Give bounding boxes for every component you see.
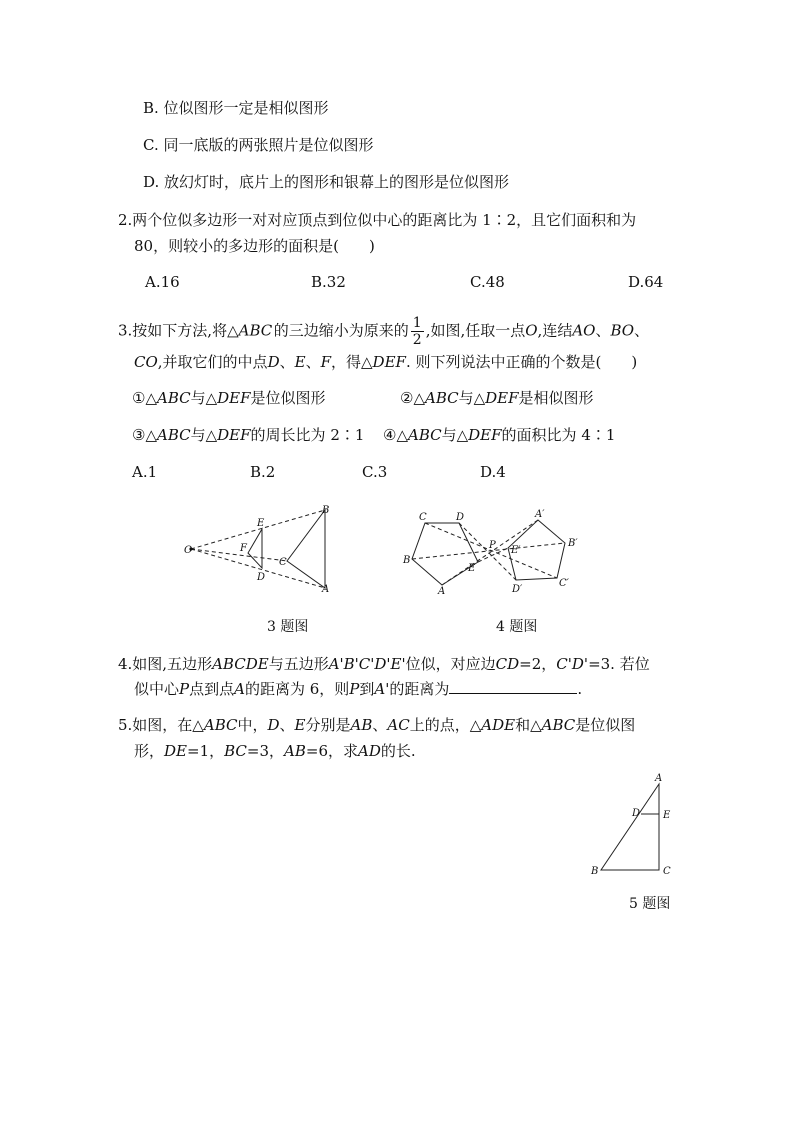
fig5-label-e: E <box>663 810 671 821</box>
q3-statement-3: ③△ABC与△DEF的周长比为 2∶1 <box>132 426 365 444</box>
fig4-label-d: D <box>456 512 465 523</box>
fig4-label-c: C <box>419 512 427 523</box>
q2-choice-c: C.48 <box>470 273 505 291</box>
fig3-label-d: D <box>257 572 266 583</box>
q3-statement-1: ①△ABC与△DEF是位似图形 <box>132 389 326 407</box>
figure-4-caption: 4 题图 <box>496 619 538 635</box>
q1-option-b: B. 位似图形一定是相似图形 <box>143 99 329 117</box>
q3-statement-2: ②△ABC与△DEF是相似图形 <box>400 389 594 407</box>
q3-choice-b: B.2 <box>250 463 276 481</box>
fig5-label-a: A <box>655 773 663 784</box>
fig3-line-oc <box>191 549 287 561</box>
fig5-triangle-abc <box>601 784 659 870</box>
q3-line2: CO,并取它们的中点D、E、F，得△DEF. 则下列说法中正确的个数是( ) <box>134 353 638 371</box>
fig4-label-b2: B′ <box>568 538 578 549</box>
fig3-line-ob <box>191 510 325 549</box>
fig4-label-c2: C′ <box>559 578 569 589</box>
fig3-triangle-def <box>248 529 262 568</box>
fig4-label-p: P <box>489 540 496 551</box>
fig3-label-f: F <box>240 543 247 554</box>
q3-line1: 3.按如下方法,将△ABC 的三边缩小为原来的 $\frac{1}{2}$ ,如图,任取一点O,连结AO、BO、 <box>118 315 650 348</box>
fig3-label-c: C <box>279 557 287 568</box>
q4-line2: 似中心P点到点A的距离为 6，则P到A'的距离为 . <box>134 680 583 698</box>
q2-choice-d: D.64 <box>628 273 664 291</box>
q5-line2: 形，DE=1，BC=3，AB=6，求AD的长. <box>134 742 416 760</box>
fig4-label-d2: D′ <box>512 584 523 595</box>
q4-line1: 4.如图,五边形ABCDE与五边形A'B'C'D'E'位似，对应边CD=2，C'D'=3. 若位 <box>118 655 650 673</box>
fig3-label-o: O <box>184 545 193 556</box>
fig4-label-e2: E′ <box>511 545 521 556</box>
fig3-label-b: B <box>322 505 330 516</box>
fig5-label-b: B <box>591 866 599 877</box>
q3-statement-4: ④△ABC与△DEF的面积比为 4∶1 <box>383 426 616 444</box>
fig4-pentagon-abcde <box>412 523 478 585</box>
figure-5-caption: 5 题图 <box>629 896 671 912</box>
q2-choice-b: B.32 <box>311 273 346 291</box>
answer-blank[interactable] <box>449 679 577 694</box>
q5-line1: 5.如图，在△ABC中，D、E分别是AB、AC上的点，△ADE和△ABC是位似图 <box>118 716 636 734</box>
q3-choice-c: C.3 <box>362 463 388 481</box>
q1-option-d: D. 放幻灯时，底片上的图形和银幕上的图形是位似图形 <box>143 173 510 191</box>
q2-choice-a: A.16 <box>145 273 180 291</box>
q2-line1: 2.两个位似多边形一对对应顶点到位似中心的距离比为 1∶2，且它们面积和为 <box>118 211 637 229</box>
figure-3-caption: 3 题图 <box>267 619 309 635</box>
q3-choice-a: A.1 <box>132 463 158 481</box>
fig4-label-e: E <box>468 563 476 574</box>
q3-choice-d: D.4 <box>480 463 506 481</box>
fig4-label-a: A <box>438 586 446 597</box>
fig3-triangle-abc <box>287 510 325 588</box>
fraction-one-half: $\frac{1}{2}$ <box>412 315 422 348</box>
fig5-label-c: C <box>663 866 671 877</box>
fig4-label-b: B <box>403 555 411 566</box>
figure-5-diagram <box>585 770 675 880</box>
q1-option-c: C. 同一底版的两张照片是位似图形 <box>143 136 374 154</box>
fig4-label-a2: A′ <box>535 509 545 520</box>
figure-4-diagram <box>398 508 588 598</box>
fig3-label-a: A <box>322 584 330 595</box>
figure-3-diagram <box>180 500 340 600</box>
fig3-label-e: E <box>257 518 265 529</box>
fig5-label-d: D <box>632 808 641 819</box>
fig4-line-aa2 <box>442 520 538 585</box>
q2-line2: 80，则较小的多边形的面积是( ) <box>134 237 375 255</box>
